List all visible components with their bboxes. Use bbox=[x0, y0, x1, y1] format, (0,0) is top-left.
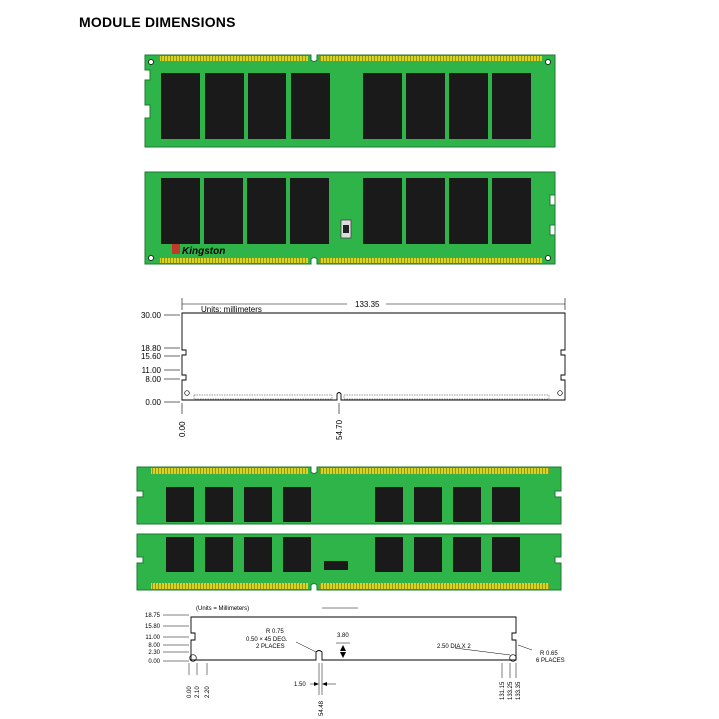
x-label: 133.25 bbox=[508, 681, 514, 700]
dimension-drawing-1 bbox=[164, 298, 565, 414]
y-label: 18.75 bbox=[144, 613, 160, 619]
module-1-back bbox=[145, 172, 555, 264]
gold-contacts bbox=[320, 468, 549, 474]
gold-contacts bbox=[160, 56, 308, 61]
page-title: MODULE DIMENSIONS bbox=[79, 14, 236, 30]
hole-diameter-note: 2.50 DIA X 2 bbox=[437, 644, 471, 650]
chamfer-note: 0.50 × 45 DEG. bbox=[246, 637, 288, 643]
radius-places-note: 6 PLACES bbox=[536, 658, 565, 664]
notch-width-note: 1.50 bbox=[294, 682, 306, 688]
y-label: 2.30 bbox=[148, 650, 160, 656]
gold-contacts bbox=[151, 468, 308, 474]
module-1-front bbox=[145, 55, 555, 147]
y-label: 0.00 bbox=[148, 659, 160, 665]
dimension-drawing-2 bbox=[163, 608, 532, 695]
mounting-hole bbox=[149, 256, 154, 261]
y-label: 8.00 bbox=[148, 643, 160, 649]
mounting-hole bbox=[546, 256, 551, 261]
x-label: 131.15 bbox=[500, 681, 506, 700]
width-label: 133.35 bbox=[355, 300, 380, 309]
x-label: 2.10 bbox=[195, 686, 201, 698]
mounting-hole bbox=[546, 60, 551, 65]
x-label: 133.35 bbox=[516, 681, 522, 700]
y-label: 30.00 bbox=[140, 311, 161, 320]
x-label: 0.00 bbox=[187, 686, 193, 698]
units-label: Units: millimeters bbox=[201, 305, 262, 314]
y-label: 11.00 bbox=[145, 635, 160, 641]
x-label: 2.20 bbox=[205, 686, 211, 698]
spd-chip bbox=[324, 561, 348, 570]
module-2-back bbox=[137, 534, 561, 590]
y-label: 18.80 bbox=[140, 344, 161, 353]
gold-contacts bbox=[320, 258, 542, 263]
brand-logo-text: Kingston bbox=[182, 246, 226, 257]
units-label: (Units = Millimeters) bbox=[196, 606, 250, 612]
height-note: 3.80 bbox=[337, 633, 349, 639]
gold-contacts bbox=[151, 583, 308, 589]
chamfer-places-note: 2 PLACES bbox=[256, 644, 285, 650]
dimension-drawing-2-labels bbox=[145, 606, 565, 716]
y-label: 8.00 bbox=[145, 375, 161, 384]
x-label: 0.00 bbox=[178, 421, 187, 437]
radius-note: R 0.75 bbox=[266, 629, 284, 635]
gold-contacts bbox=[320, 583, 549, 589]
x-label: 54.70 bbox=[335, 419, 344, 440]
y-label: 11.00 bbox=[141, 366, 161, 375]
gold-contacts bbox=[320, 56, 542, 61]
y-label: 15.60 bbox=[140, 352, 161, 361]
spd-chip-core bbox=[343, 225, 349, 233]
module-2-front bbox=[137, 467, 561, 524]
mounting-hole bbox=[149, 60, 154, 65]
x-label: 54.48 bbox=[319, 700, 325, 716]
kingston-logo-icon bbox=[172, 244, 180, 254]
radius-note: R 0.65 bbox=[540, 651, 558, 657]
y-label: 15.80 bbox=[144, 624, 160, 630]
y-label: 0.00 bbox=[145, 398, 161, 407]
gold-contacts bbox=[160, 258, 308, 263]
